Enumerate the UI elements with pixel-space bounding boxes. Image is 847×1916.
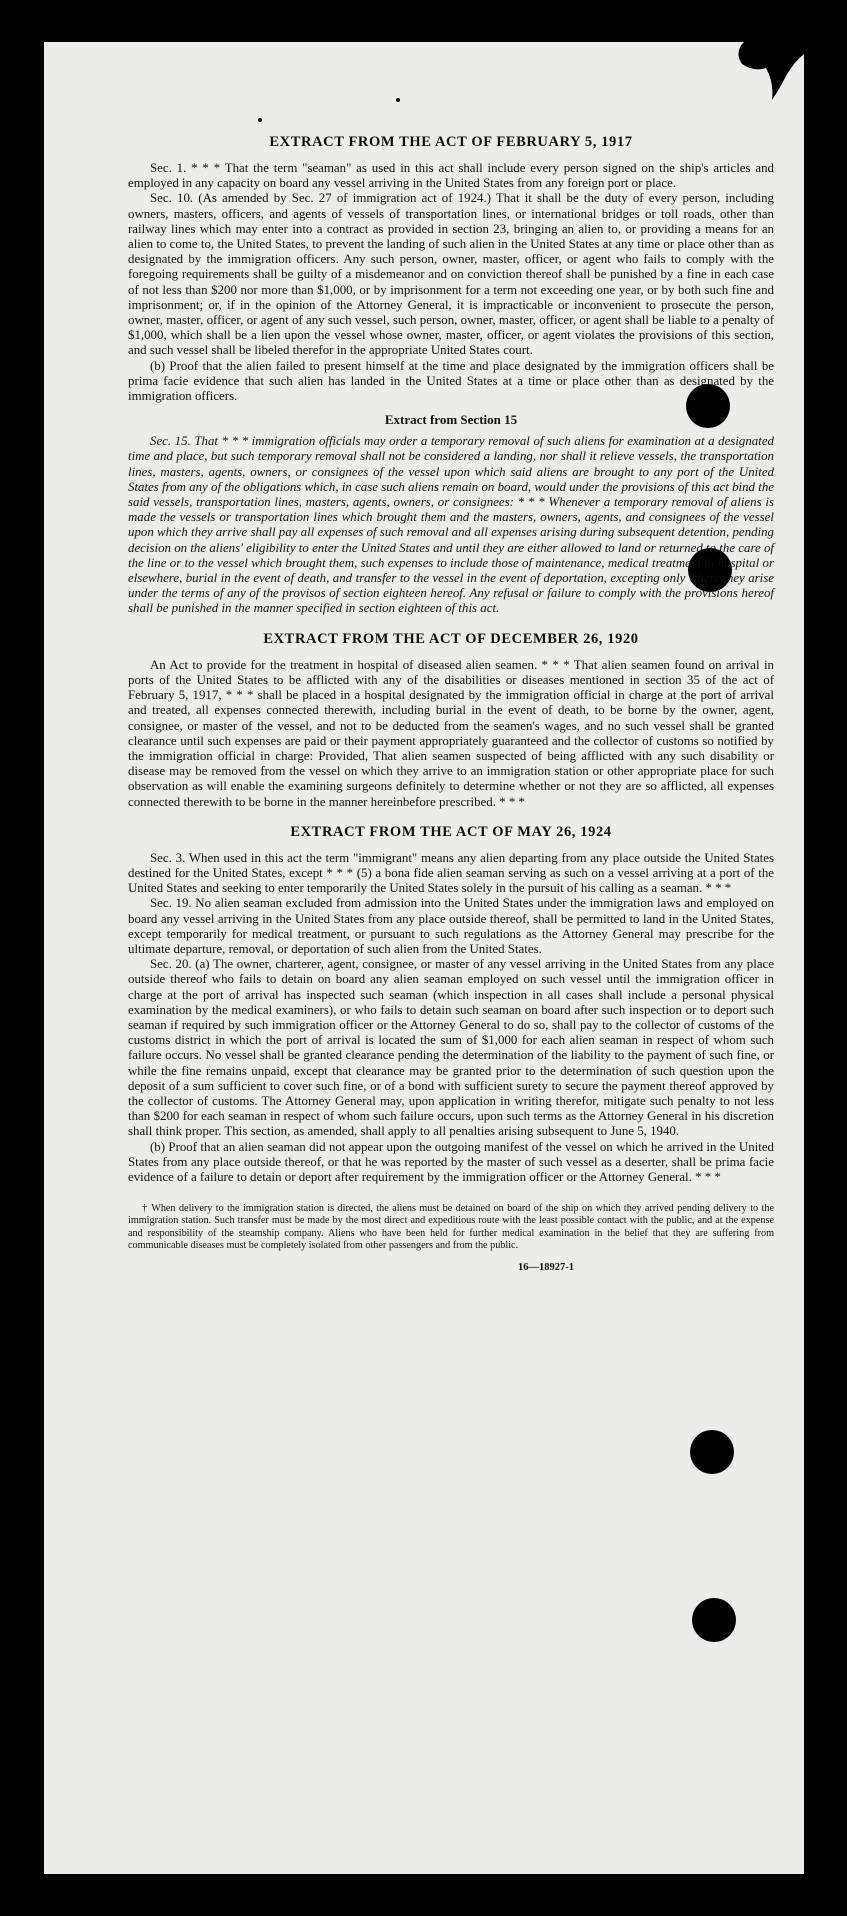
punch-hole bbox=[690, 1430, 734, 1474]
footnote: † When delivery to the immigration station is directed, the aliens must be detained on board of the ship on which they arrived pending delivery to the immigration station. Such transfer must be made by the most direct and expeditious route with the least possible contact with the public, and at the expense and responsibility of the steamship company. Aliens who have been held for further medical examination in the belief that they are suffering from communicable diseases must be completely isolated from other passengers and from the public. bbox=[128, 1203, 774, 1251]
section-subheading: Extract from Section 15 bbox=[384, 412, 518, 428]
paragraph: (b) Proof that the alien failed to present himself at the time and place designated by the immigration officers shall be prima facie evidence that such alien has landed in the United States at a time or place other than as designated by the immigration officers. bbox=[128, 358, 774, 404]
punch-hole bbox=[692, 1598, 736, 1642]
speck bbox=[258, 118, 262, 122]
section-heading: EXTRACT FROM THE ACT OF FEBRUARY 5, 1917 bbox=[269, 134, 633, 150]
paragraph: Sec. 19. No alien seaman excluded from admission into the United States under the immigration laws and employed on board any vessel arriving in the United States from any place outside thereof, shall be permitted to land in the United States, except temporarily for medical treatment, or pursuant to such regulations as the Attorney General may prescribe for the ultimate departure, removal, or deportation of such alien from the United States. bbox=[128, 896, 774, 956]
section-heading: EXTRACT FROM THE ACT OF MAY 26, 1924 bbox=[290, 823, 612, 840]
corner-tear-mark bbox=[714, 42, 804, 112]
paragraph: Sec. 20. (a) The owner, charterer, agent, consignee, or master of any vessel arriving in the United States from any place outside thereof who fails to detain on board any alien seaman employed on such vessel until the immigration officer in charge at the port of arrival has inspected such seaman (which inspection in all cases shall include a personal physical examination by the medical examiners), or who fails to detain such seaman on board after such inspection or to deport such seaman if required by such immigration officer or the Attorney General to do so, shall pay to the collector of customs of the customs district in which the port of arrival is located the sum of $1,000 for each alien seaman in respect of whom such failure occurs. No vessel shall be granted clearance pending the determination of the liability to the payment of such fine, or while the fine remains unpaid, except that clearance may be granted prior to the determination of such question upon the deposit of a sum sufficient to cover such fine, or of a bond with sufficient surety to secure the payment thereof approved by the collector of customs. The Attorney General may, upon application in writing therefor, mitigate such penalty to not less than $200 for each seaman in respect of whom such failure occurs, upon such terms as the Attorney General in his discretion shall think proper. This section, as amended, shall apply to all penalties arising subsequent to June 5, 1940. bbox=[128, 957, 774, 1139]
paragraph: Sec. 15. That * * * immigration officials may order a temporary removal of such aliens for examination at a designated time and place, but such temporary removal shall not be considered a landing, nor shall it relieve vessels, the transportation lines, masters, agents, owners, or consignees of the vessel upon which said aliens are brought to any port of the United States from any of the obligations which, in case such aliens remain on board, would under the provisions of this act bind the said vessels, transportation lines, masters, agents, owners, or consignees: * * * Whenever a temporary removal of aliens is made the vessels or transportation lines which brought them and the masters, owners, agents, and consignees of the vessel upon which they arrive shall pay all expenses of such removal and all expenses arising during subsequent detention, pending decision on the aliens' eligibility to enter the United States and until they are either allowed to land or returned to the care of the line or to the vessel which brought them, such expenses to include those of maintenance, medical treatment in hospital or elsewhere, burial in the event of death, and transfer to the vessel in the event of deportation, excepting only where they arise under the terms of any of the provisos of section eighteen hereof. Any refusal or failure to comply with the provisions hereof shall be punished in the manner specified in section eighteen of this act. bbox=[128, 434, 774, 616]
document-page bbox=[44, 42, 804, 1874]
paragraph: (b) Proof that an alien seaman did not appear upon the outgoing manifest of the vessel on which he arrived in the United States from any place outside thereof, or that he was reported by the master of such vessel as a deserter, shall be prima facie evidence of a failure to detain or deport after requirement by the immigration officer or the Attorney General. * * * bbox=[128, 1139, 774, 1184]
paragraph: An Act to provide for the treatment in hospital of diseased alien seamen. * * * That alien seamen found on arrival in ports of the United States to be afflicted with any of the disabilities or diseases mentioned in section 35 of the act of February 5, 1917, * * * shall be placed in a hospital designated by the immigration official in charge at the port of arrival and treated, all expenses connected therewith, including burial in the event of death, to be borne by the owner, agent, consignee, or master of the vessel, and not to be deducted from the seamen's wages, and no such vessel shall be granted clearance until such expenses are paid or their payment appropriately guaranteed and the collector of customs so notified by the immigration official in charge: Provided, That alien seamen suspected of being afflicted with any such disability or disease may be removed from the vessel on which they arrive to an immigration station or other appropriate place for such observation as will enable the examining surgeons definitely to determine whether or not they are so afflicted, all expenses connected therewith to be borne in the manner hereinbefore prescribed. * * * bbox=[128, 657, 774, 809]
paragraph: Sec. 10. (As amended by Sec. 27 of immigration act of 1924.) That it shall be the duty of every person, including owners, masters, officers, and agents of vessels of transportation lines, or international bridges or toll roads, other than railway lines which may enter into a contract as provided in section 23, bringing an alien to, or providing a means for an alien to come to, the United States, to prevent the landing of such alien in the United States at any time or place other than as designated by the immigration officers. Any such person, owner, master, officer, or agent who fails to comply with the foregoing requirements shall be guilty of a misdemeanor and on conviction thereof shall be punished by a fine in each case of not less than $200 nor more than $1,000, or by imprisonment for a term not exceeding one year, or by both such fine and imprisonment; or, if in the opinion of the Attorney General, it is impracticable or inconvenient to prosecute the person, owner, master, officer, or agent of any such vessel, such person, owner, master, officer, or agent shall be liable to a penalty of $1,000, which shall be a lien upon the vessel whose owner, master, officer, or agent violates the provisions of this section, and such vessel shall be libeled therefor in the appropriate United States court. bbox=[128, 191, 774, 358]
paragraph: Sec. 3. When used in this act the term "immigrant" means any alien departing from any place outside the United States destined for the United States, except * * * (5) a bona fide alien seaman serving as such on a vessel arriving at a port of the United States and seeking to enter temporarily the United States solely in the pursuit of his calling as a seaman. * * * bbox=[128, 850, 774, 896]
speck bbox=[396, 98, 400, 102]
paragraph: Sec. 1. * * * That the term "seaman" as used in this act shall include every person signed on the ship's articles and employed in any capacity on board any vessel arriving in the United States from any foreign port or place. bbox=[128, 161, 774, 191]
form-number: 16—18927-1 bbox=[518, 1262, 574, 1273]
section-heading: EXTRACT FROM THE ACT OF DECEMBER 26, 1920 bbox=[263, 630, 639, 647]
document-content bbox=[128, 134, 774, 1273]
